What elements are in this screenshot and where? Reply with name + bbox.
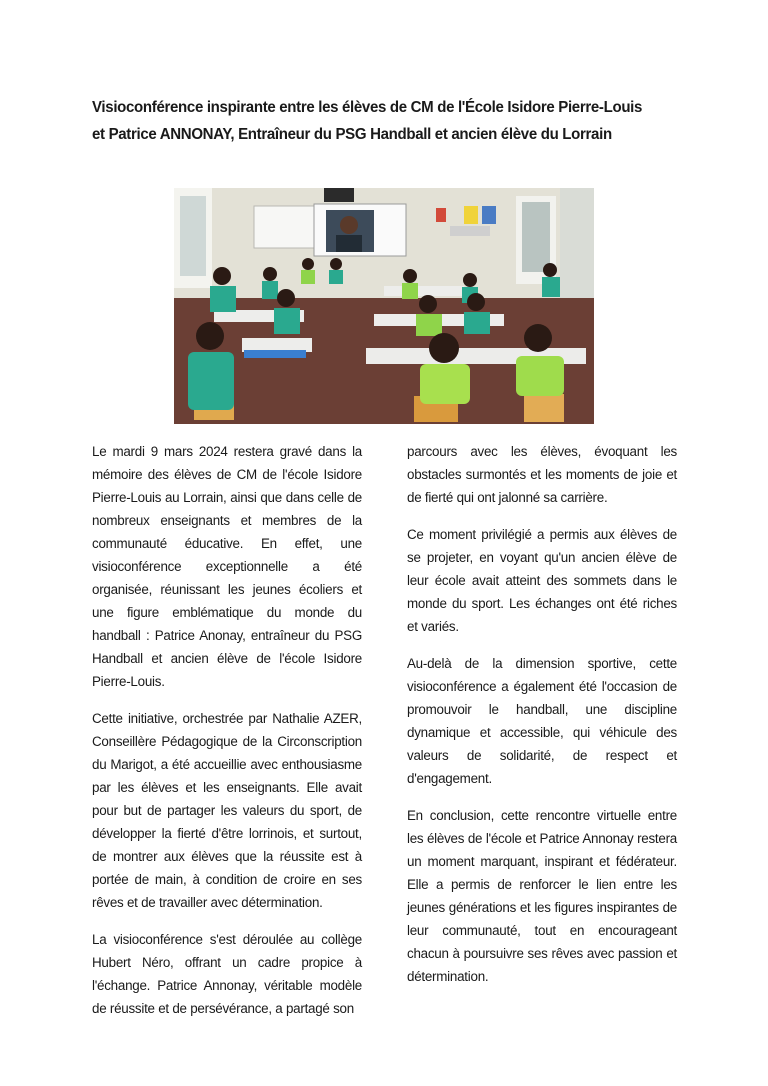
paragraph: Ce moment privilégié a permis aux élèves de se projeter, en voyant qu'un ancien élève de leur école avait atteint des sommets dans le monde du sport. Les échanges ont été riches et variés. (407, 527, 677, 634)
paragraph: Le mardi 9 mars 2024 restera gravé dans la mémoire des élèves de CM de l'école Isidore Pierre-Louis au Lorrain, ainsi que dans celle de nombreux enseignants et membres de la communauté éducative. En effet, une visioconférence exceptionnelle a été organisée, réunissant les jeunes écoliers et une figure emblématique du monde du handball : Patrice Anonay, entraîneur du PSG Handball et ancien élève de l'école Isidore Pierre-Louis. (92, 444, 362, 689)
paragraph: Cette initiative, orchestrée par Nathalie AZER, Conseillère Pédagogique de la Circonscription du Marigot, a été accueillie avec enthousiasme par les élèves et les enseignants. Elle avait pour but de partager les valeurs du sport, de développer la fierté d'être lorrinois, et surtout, de montrer aux élèves que la réussite est à portée de main, à condition de croire en ses rêves et de travailler avec détermination. (92, 711, 362, 910)
paragraph: En conclusion, cette rencontre virtuelle entre les élèves de l'école et Patrice Annonay restera un moment marquant, inspirant et fédérateur. Elle a permis de renforcer le lien entre les jeunes générations et les figures inspirantes de leur communauté, tout en encourageant chacun à poursuivre ses rêves avec passion et détermination. (407, 808, 677, 984)
classroom-photo-illustration (174, 188, 594, 424)
article-left-column (92, 440, 362, 1034)
article-title (92, 94, 656, 148)
article-title-line-1: Visioconférence inspirante entre les élèves de CM de l'École Isidore Pierre-Louis (92, 99, 643, 116)
article-right-column (407, 440, 677, 1002)
article-title-line-2: et Patrice ANNONAY, Entraîneur du PSG Handball et ancien élève du Lorrain (92, 126, 612, 143)
paragraph: parcours avec les élèves, évoquant les obstacles surmontés et les moments de joie et de fierté qui ont jalonné sa carrière. (407, 444, 677, 505)
classroom-photo (174, 188, 594, 424)
paragraph: Au-delà de la dimension sportive, cette visioconférence a également été l'occasion de promouvoir le handball, une discipline dynamique et accessible, qui véhicule des valeurs de solidarité, de respect et d'engagement. (407, 656, 677, 786)
paragraph: La visioconférence s'est déroulée au collège Hubert Néro, offrant un cadre propice à l'échange. Patrice Annonay, véritable modèle de réussite et de persévérance, a partagé son (92, 932, 362, 1016)
